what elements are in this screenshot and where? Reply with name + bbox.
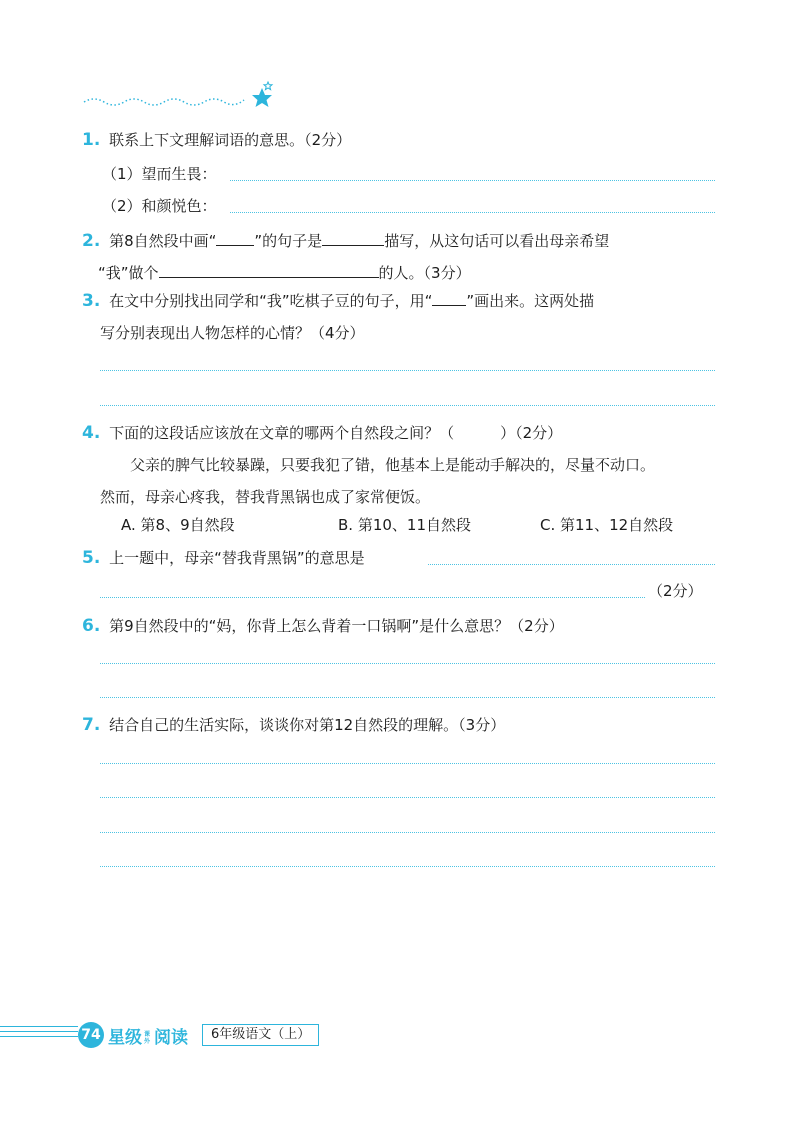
q1-item-2-label: （2）和颜悦色： (102, 197, 217, 215)
question-7 (82, 715, 505, 735)
option-a: A. 第8、9自然段 (121, 516, 235, 534)
page-footer (0, 1022, 800, 1056)
option-c: C. 第11、12自然段 (540, 516, 674, 534)
question-number: 4. (82, 423, 101, 443)
question-3-line-2: 写分别表现出人物怎样的心情？（4分） (100, 324, 365, 342)
question-text: 在文中分别找出同学和“我”吃棋子豆的句子，用“ (109, 292, 433, 310)
underline-symbol (216, 231, 254, 246)
small-star-icon (264, 82, 272, 90)
answer-line[interactable] (100, 663, 715, 664)
answer-line[interactable] (100, 597, 645, 598)
grade-subject-label: 6年级语文（上） (202, 1024, 319, 1046)
question-text: 上一题中，母亲“替我背黑锅”的意思是 (109, 549, 365, 567)
score-label: （2分） (648, 582, 703, 600)
brand-text-mid: 课外 (144, 1031, 151, 1045)
question-text: 下面的这段话应该放在文章的哪两个自然段之间？（ (109, 424, 455, 442)
question-number: 6. (82, 616, 101, 636)
question-number: 7. (82, 715, 101, 735)
brand-logo (108, 1023, 188, 1048)
question-6 (82, 616, 564, 636)
header-decoration (82, 80, 282, 116)
question-text: ）（2分） (500, 424, 563, 442)
q1-item-1-label: （1）望而生畏： (102, 165, 217, 183)
answer-line[interactable] (230, 180, 715, 181)
page-number-badge: 74 (78, 1022, 104, 1048)
option-b: B. 第10、11自然段 (338, 516, 472, 534)
answer-line[interactable] (100, 405, 715, 406)
answer-blank[interactable] (159, 263, 379, 278)
answer-blank[interactable] (322, 231, 384, 246)
answer-line[interactable] (100, 832, 715, 833)
answer-line[interactable] (100, 370, 715, 371)
underline-symbol (432, 291, 466, 306)
question-2-line-2 (98, 263, 471, 283)
star-icon (252, 88, 272, 107)
question-5 (82, 548, 365, 568)
question-text: 描写，从这句话可以看出母亲希望 (384, 232, 610, 250)
question-4 (82, 423, 562, 443)
brand-text-right: 阅读 (154, 1028, 188, 1048)
question-text: 结合自己的生活实际，谈谈你对第12自然段的理解。（3分） (109, 716, 506, 734)
answer-line[interactable] (428, 564, 715, 565)
answer-line[interactable] (100, 697, 715, 698)
passage-line-2: 然而，母亲心疼我，替我背黑锅也成了家常便饭。 (100, 488, 431, 506)
question-3 (82, 291, 594, 311)
question-text: 联系上下文理解词语的意思。（2分） (109, 131, 352, 149)
answer-line[interactable] (100, 797, 715, 798)
brand-text-left: 星级 (108, 1028, 142, 1048)
question-text: 的人。（3分） (378, 264, 471, 282)
question-1 (82, 130, 351, 150)
wavy-dotted-line (84, 99, 244, 105)
question-text: 第8自然段中画“ (109, 232, 217, 250)
question-text: 第9自然段中的“妈，你背上怎么背着一口锅啊”是什么意思？（2分） (109, 617, 564, 635)
passage-line-1: 父亲的脾气比较暴躁，只要我犯了错，他基本上是能动手解决的，尽量不动口。 (130, 456, 656, 474)
question-number: 1. (82, 130, 101, 150)
footer-decor-lines (0, 1026, 78, 1041)
answer-line[interactable] (100, 763, 715, 764)
answer-line[interactable] (100, 866, 715, 867)
answer-line[interactable] (230, 212, 715, 213)
question-number: 3. (82, 291, 101, 311)
question-number: 2. (82, 231, 101, 251)
question-text: “我”做个 (98, 264, 159, 282)
question-text: ”的句子是 (254, 232, 323, 250)
question-number: 5. (82, 548, 101, 568)
question-2 (82, 231, 609, 251)
question-text: ”画出来。这两处描 (466, 292, 595, 310)
